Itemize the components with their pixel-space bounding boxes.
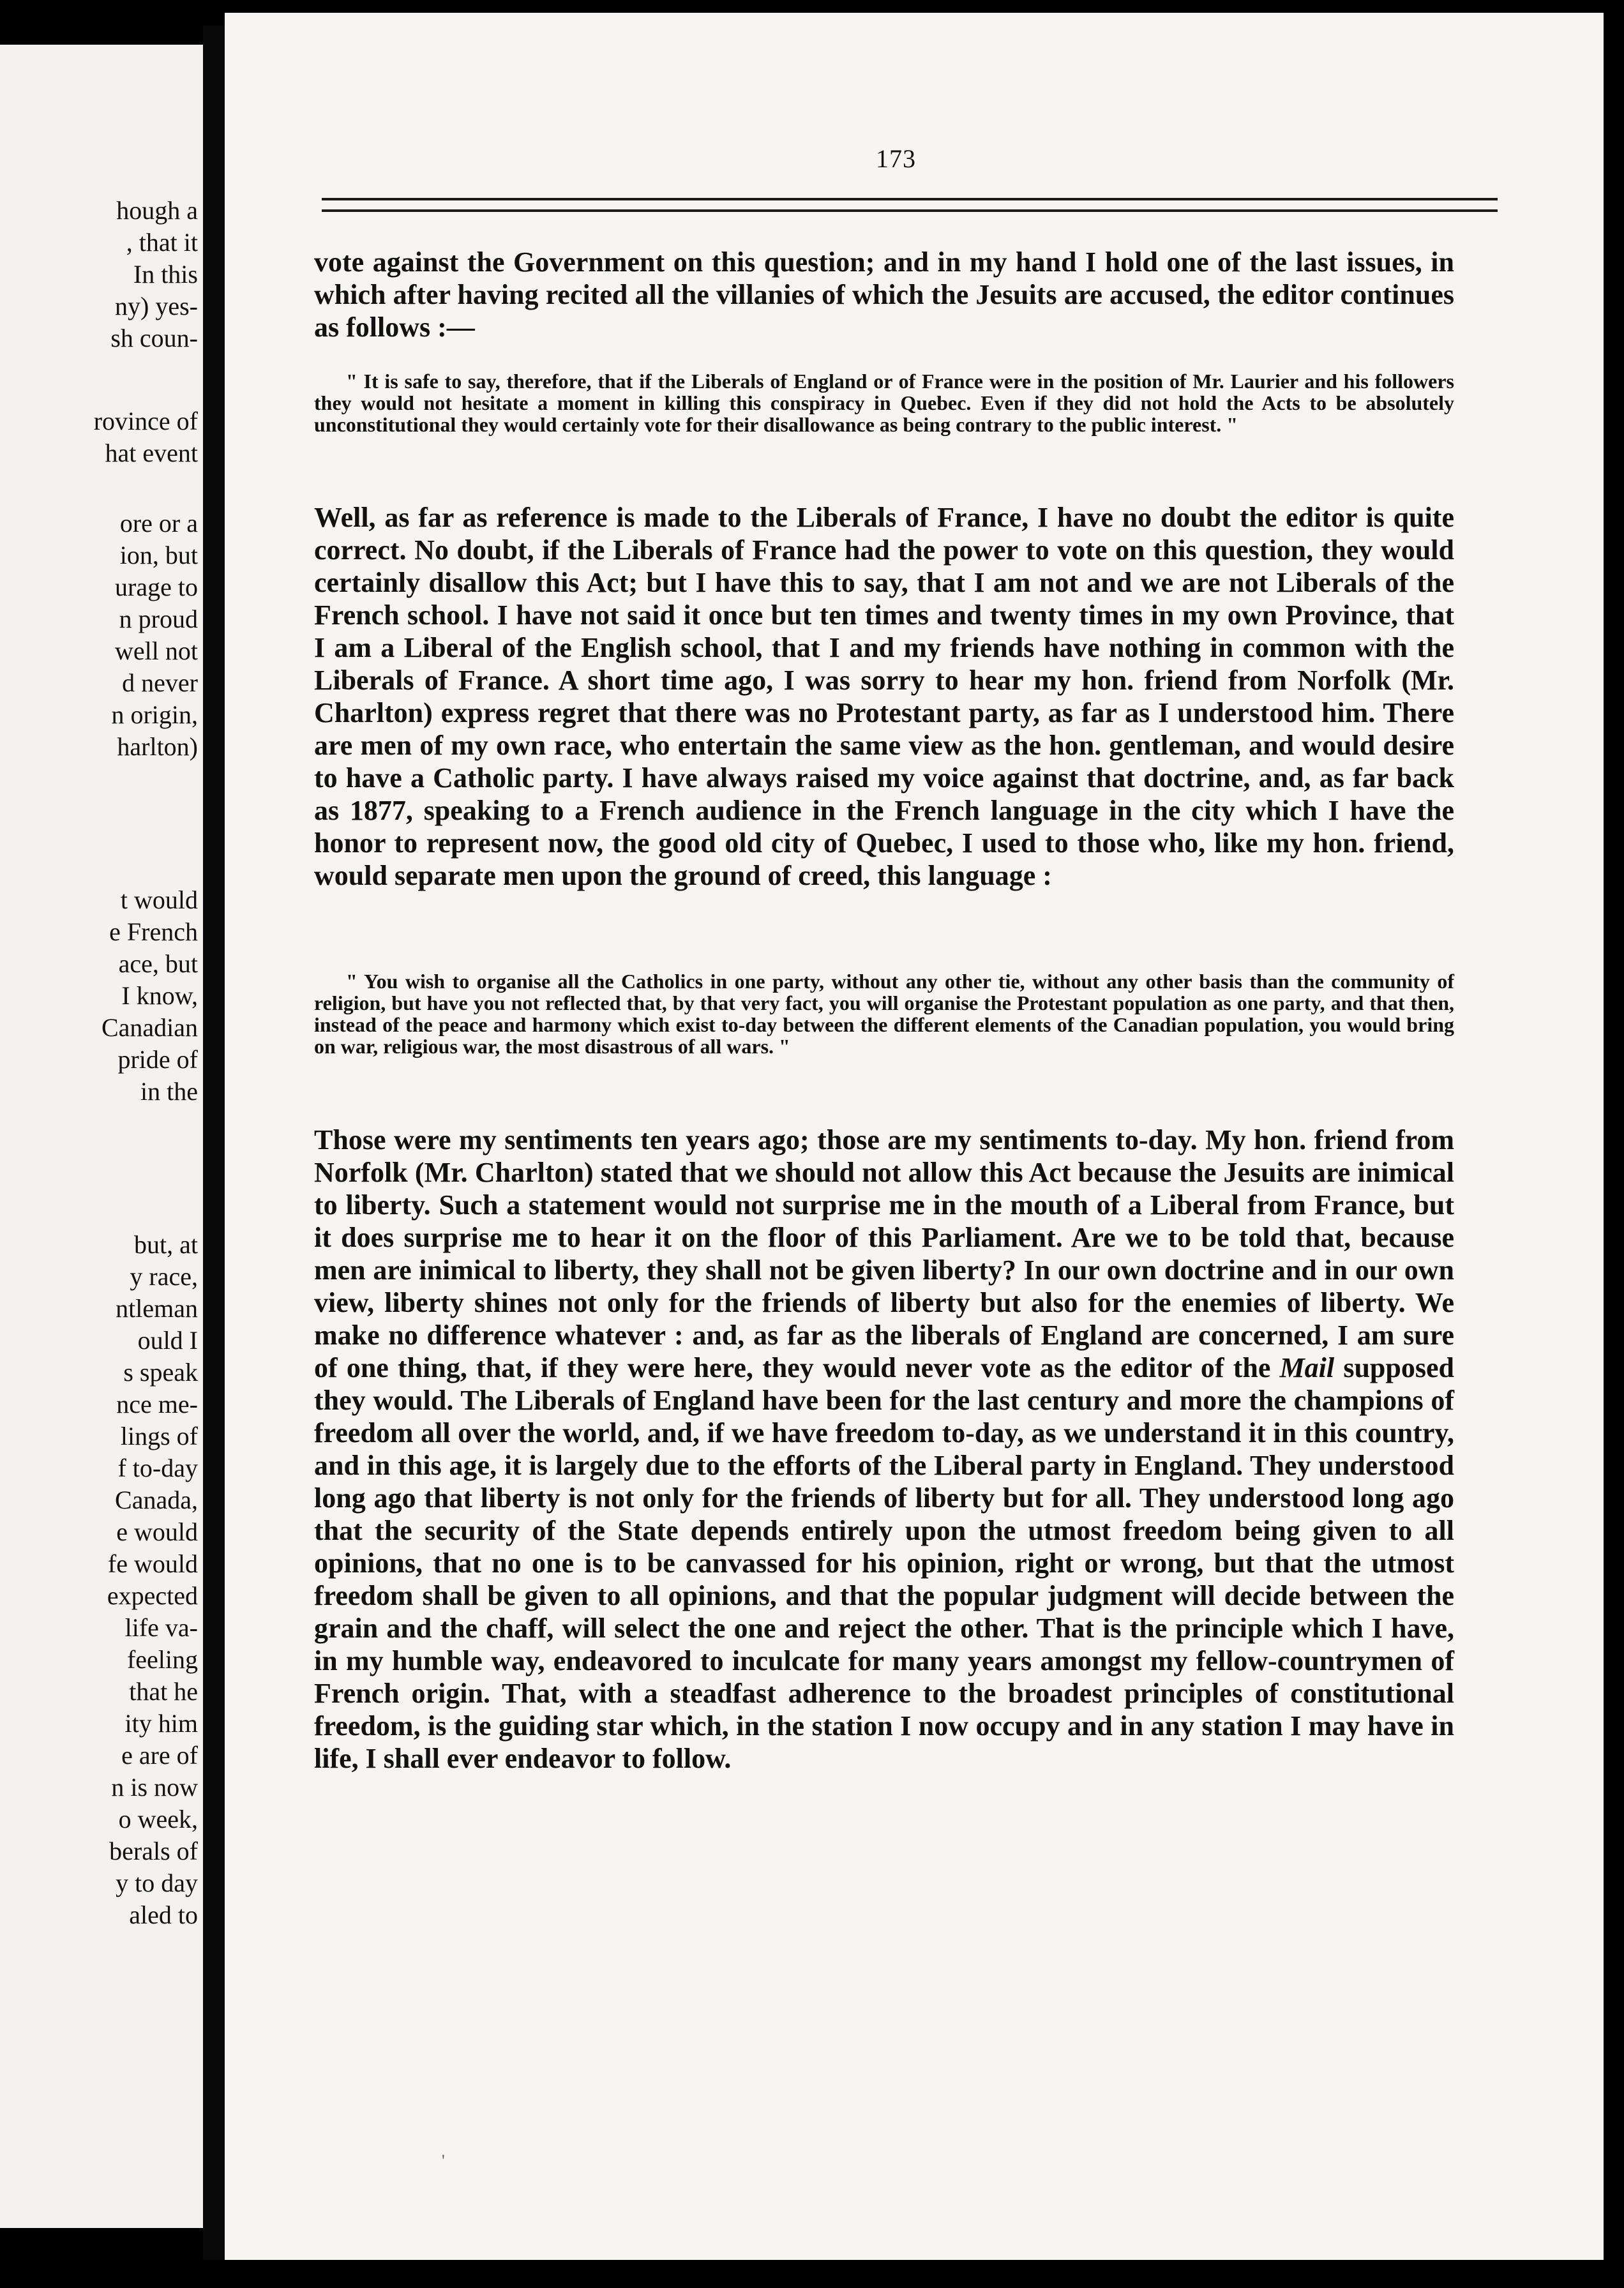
paragraph-conclusion-part-1: Those were my sentiments ten years ago; those are my sentiments to-day. My hon. friend from Norfolk (Mr. Charlton) stated that we should not allow this Act because the Jesuits are inimical to liberty. Such a statement would not surprise me in the mouth of a Liberal from France, but it does surprise me to hear it on the floor of this Parliament. Are we to be told that, because men are inimical to liberty, they shall not be given liberty? In our own doctrine and in our own view, liberty shines not only for the friends of liberty but also for the enemies of liberty. We make no difference whatever : and, as far as the liberals of England are concerned, I am sure of one thing, that, if they were here, they would never vote as the editor of the (314, 1124, 1454, 1383)
facing-page-line-fragment: s speak (123, 1358, 198, 1387)
newspaper-name-mail: Mail (1279, 1352, 1335, 1383)
facing-page-line-fragment: In this (133, 260, 198, 289)
facing-page-line-fragment: well not (115, 636, 198, 665)
facing-page-line-fragment: urage to (115, 573, 198, 601)
header-rule-top (322, 198, 1498, 200)
header-rule-bottom (322, 209, 1498, 212)
facing-page-line-fragment: Canada, (115, 1486, 198, 1514)
facing-page-line-fragment: harlton) (117, 732, 198, 761)
facing-page-line-fragment: f to-day (117, 1454, 198, 1482)
book-gutter (203, 26, 225, 2260)
facing-page-line-fragment: e are of (121, 1741, 198, 1770)
facing-page-line-fragment: y to day (116, 1869, 198, 1897)
page-number: 173 (876, 144, 916, 173)
quote-1877-speech: " You wish to organise all the Catholics in one party, without any other tie, without any other basis than the community of religion, but have you not reflected that, by that very fact, you will organise the Protestant population as one party, and that then, instead of the peace and harmony which exist to-day between the different elements of the Canadian population, you would bring on war, religious war, the most disastrous of all wars. " (314, 970, 1454, 1058)
facing-page-line-fragment: e French (109, 917, 198, 946)
facing-page-line-fragment: hough a (116, 196, 198, 225)
facing-page-line-fragment: o week, (118, 1805, 198, 1833)
paragraph-conclusion-part-2: supposed they would. The Liberals of England have been for the last century and more the champions of freedom all over the world, and, if we have freedom to-day, as we understand it in this country, and in this age, it is largely due to the efforts of the Liberal party in England. They understood long ago that liberty is not only for the friends of liberty but for all. They understood long ago that the security of the State depends entirely upon the utmost freedom being given to all opinions, that no one is to be canvassed for his opinion, right or wrong, but that the utmost freedom shall be given to all opinions, and that the popular judgment will decide between the grain and the chaff, will select the one and reject the other. That is the principle which I have, in my humble way, endeavored to inculcate for many years amongst my fellow-countrymen of French origin. That, with a steadfast adherence to the broadest principles of constitutional freedom, is the guiding star which, in the station I now occupy and in any station I may have in life, I shall ever endeavor to follow. (314, 1352, 1454, 1774)
quote-mail-editorial: " It is safe to say, therefore, that if the Liberals of England or of France were in the position of Mr. Laurier and his followers they would not hesitate a moment in killing this conspiracy in Quebec. Even if they did not hold the Acts to be absolutely unconstitutional they would certainly vote for their disallowance as being contrary to the public interest. " (314, 370, 1454, 436)
facing-page-line-fragment: fe would (107, 1549, 198, 1578)
facing-page-line-fragment: aled to (129, 1900, 198, 1929)
facing-page-edge (0, 45, 203, 2228)
facing-page-line-fragment: expected (107, 1581, 198, 1610)
book-page (225, 13, 1604, 2260)
facing-page-line-fragment: e would (116, 1517, 198, 1546)
facing-page-line-fragment: n is now (111, 1773, 198, 1802)
facing-page-line-fragment: pride of (117, 1045, 198, 1074)
facing-page-line-fragment: y race, (130, 1262, 198, 1291)
facing-page-line-fragment: lings of (120, 1422, 198, 1450)
stray-mark: ' (442, 2151, 445, 2170)
facing-page-line-fragment: n origin, (111, 700, 198, 729)
facing-page-line-fragment: ntleman (116, 1294, 198, 1323)
facing-page-line-fragment: hat event (105, 439, 198, 467)
facing-page-line-fragment: feeling (126, 1645, 198, 1674)
facing-page-line-fragment: sh coun- (110, 324, 198, 352)
facing-page-line-fragment: that he (129, 1677, 198, 1706)
facing-page-line-fragment: in the (140, 1077, 198, 1106)
facing-page-line-fragment: berals of (109, 1837, 198, 1865)
facing-page-line-fragment: , that it (126, 228, 198, 257)
facing-page-line-fragment: life va- (124, 1613, 198, 1642)
facing-page-line-fragment: d never (122, 668, 198, 697)
facing-page-line-fragment: ace, but (118, 949, 198, 978)
paragraph-liberals-of-france: Well, as far as reference is made to the Liberals of France, I have no doubt the editor is quite correct. No doubt, if the Liberals of France had the power to vote on this question, they would certainly disallow this Act; but I have this to say, that I am not and we are not Liberals of the French school. I have not said it once but ten times and twenty times in my own Province, that I am a Liberal of the English school, that I and my friends have nothing in common with the Liberals of France. A short time ago, I was sorry to hear my hon. friend from Norfolk (Mr. Charlton) express regret that there was no Protestant party, as far as I understood him. There are men of my own race, who entertain the same view as the hon. gentleman, and would desire to have a Catholic party. I have always raised my voice against that doctrine, and, as far back as 1877, speaking to a French audience in the French language in the city which I have the honor to represent now, the good old city of Quebec, I used to those who, like my hon. friend, would separate men upon the ground of creed, this language : (314, 502, 1454, 891)
facing-page-line-fragment: ity him (124, 1709, 198, 1738)
scan-notch (747, 2269, 769, 2288)
facing-page-line-fragment: nce me- (116, 1390, 198, 1419)
facing-page-line-fragment: t would (120, 885, 198, 914)
facing-page-line-fragment: ore or a (119, 509, 198, 538)
facing-page-line-fragment: ould I (137, 1326, 198, 1355)
paragraph-intro: vote against the Government on this question; and in my hand I hold one of the last issues, in which after having recited all the villanies of which the Jesuits are accused, the editor continues as follows :— (314, 246, 1454, 343)
facing-page-line-fragment: I know, (121, 981, 198, 1010)
facing-page-line-fragment: ny) yes- (115, 292, 198, 320)
paragraph-conclusion (314, 1124, 1454, 1775)
facing-page-line-fragment: n proud (119, 605, 198, 633)
facing-page-line-fragment: Canadian (101, 1013, 198, 1042)
facing-page-line-fragment: rovince of (93, 407, 198, 435)
facing-page-line-fragment: ion, but (119, 541, 198, 569)
facing-page-line-fragment: but, at (134, 1230, 198, 1259)
